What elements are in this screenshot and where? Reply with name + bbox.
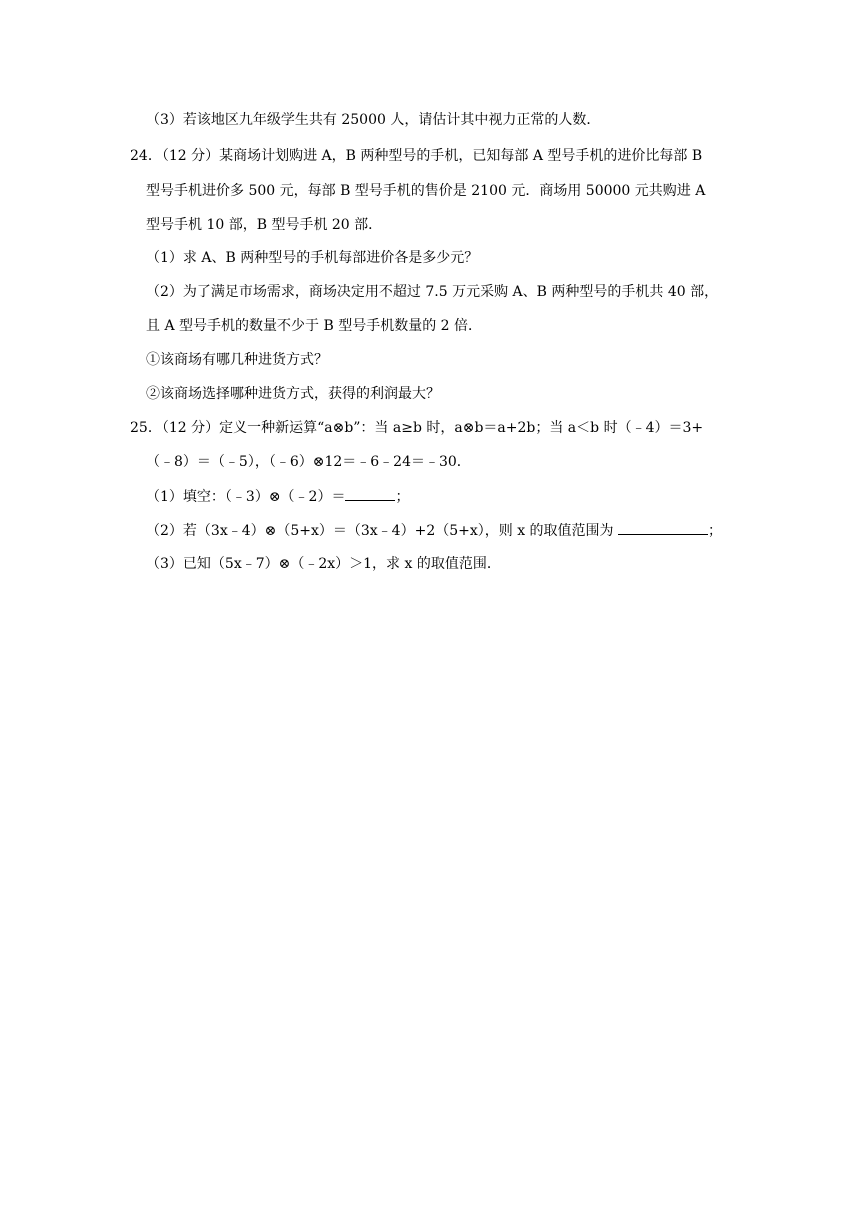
- answer-blank-2[interactable]: [618, 520, 708, 535]
- q25-part2-end: ；: [708, 523, 723, 539]
- q25-stem-line1: 25．（12 分）定义一种新运算“a⊗b”：当 a≥b 时，a⊗b＝a+2b；当 a＜b 时（﹣4）＝3+: [130, 420, 704, 436]
- q24-part2-sub1: ①该商场有哪几种进货方式？: [146, 352, 328, 368]
- q24-stem-line3: 型号手机 10 部，B 型号手机 20 部．: [146, 217, 383, 233]
- q23-part3: （3）若该地区九年级学生共有 25000 人，请估计其中视力正常的人数．: [146, 112, 601, 128]
- answer-blank-1[interactable]: [345, 486, 395, 501]
- q24-part2-line2: 且 A 型号手机的数量不少于 B 型号手机数量的 2 倍．: [146, 318, 483, 334]
- q25-part2-text: （2）若（3x﹣4）⊗（5+x）＝（3x﹣4）+2（5+x），则 x 的取值范围为: [146, 523, 619, 539]
- q25-part1: [146, 486, 409, 507]
- q24-part2-sub2: ②该商场选择哪种进货方式，获得的利润最大？: [146, 386, 440, 402]
- q25-stem-line2: （﹣8）＝（﹣5），（﹣6）⊗12＝﹣6﹣24＝﹣30．: [146, 454, 471, 470]
- q24-stem-line2: 型号手机进价多 500 元，每部 B 型号手机的售价是 2100 元．商场用 50000 元共购进 A: [146, 183, 706, 199]
- q25-part2: [146, 520, 722, 541]
- q24-part2-line1: （2）为了满足市场需求，商场决定用不超过 7.5 万元采购 A、B 两种型号的手机共 40 部，: [146, 284, 719, 300]
- q25-part1-end: ；: [395, 489, 410, 505]
- q25-part3: （3）已知（5x﹣7）⊗（﹣2x）＞1，求 x 的取值范围．: [146, 556, 501, 572]
- q24-part1: （1）求 A、B 两种型号的手机每部进价各是多少元？: [146, 250, 479, 266]
- q24-stem-line1: 24．（12 分）某商场计划购进 A，B 两种型号的手机，已知每部 A 型号手机的进价比每部 B: [130, 148, 703, 164]
- q25-part1-text: （1）填空：（﹣3）⊗（﹣2）＝: [146, 489, 346, 505]
